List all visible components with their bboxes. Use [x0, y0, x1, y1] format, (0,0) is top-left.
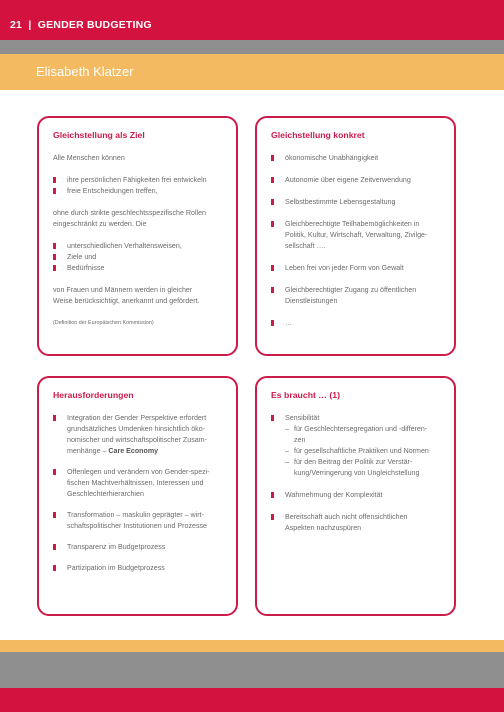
page-header [10, 19, 152, 31]
list-item-line: fischen Machtverhältnissen, Interessen und [67, 479, 204, 487]
list-item: ihre persönlichen Fähigkeiten frei entwickeln [53, 175, 228, 186]
list-item-line: Integration der Gender Perspektive erfordert [67, 414, 207, 422]
list-item-line: Dienstleistungen [285, 297, 338, 305]
list-item-line: Politik, Kultur, Wirtschaft, Verwaltung, Zivilge- [285, 231, 428, 239]
list-item-line: nomischer und wirtschaftspolitischer Zusam- [67, 436, 207, 444]
list-item: Bedürfnisse [53, 263, 228, 274]
intro-text: Alle Menschen können [53, 154, 125, 162]
gray-band-top [0, 40, 504, 54]
card-title: Es braucht … (1) [271, 390, 341, 400]
list-item [53, 413, 228, 457]
card-es-braucht [255, 376, 456, 616]
card-title: Herausforderungen [53, 390, 134, 400]
card-body [271, 153, 446, 329]
sub-list-item [285, 424, 446, 446]
care-economy-term: Care Economy [108, 447, 159, 455]
text-span: menhänge – [67, 447, 109, 455]
list-item-line: Gleichberechtigte Teilhabemöglichkeiten in [285, 220, 420, 228]
paragraph-line: von Frauen und Männern werden in gleicher [53, 286, 193, 294]
list-item-line: schaftspolitischer Institutionen und Prozesse [67, 522, 207, 530]
sub-list-item: – für gesellschaftliche Praktiken und Normen [285, 446, 446, 457]
list-item: … [271, 318, 446, 329]
list-item: Wahrnehmung der Komplexität [271, 490, 446, 501]
card-herausforderungen [37, 376, 238, 616]
card-title: Gleichstellung konkret [271, 130, 365, 140]
gray-band-bottom [0, 652, 504, 688]
list-item: unterschiedlichen Verhaltensweisen, [53, 241, 228, 252]
paragraph-line: Weise berücksichtigt, anerkannt und gefördert. [53, 297, 200, 305]
list-item-line: Aspekten nachzuspüren [285, 524, 362, 532]
list-item-line [67, 446, 228, 457]
page-number: 21 [10, 19, 23, 31]
list-item: Sensibilität [271, 413, 446, 424]
list-item-line: Gleichberechtigter Zugang zu öffentlichen [285, 286, 417, 294]
card-gleichstellung-als-ziel [37, 116, 238, 356]
source-note: (Definition der Europäischen Kommission) [53, 320, 154, 326]
card-gleichstellung-konkret [255, 116, 456, 356]
card-body [271, 413, 446, 534]
card-body [53, 153, 228, 329]
list-item-line: sellschaft …. [285, 242, 326, 250]
list-item: Selbstbestimmte Lebensgestaltung [271, 197, 446, 208]
list-item: Ziele und [53, 252, 228, 263]
header-bar [0, 0, 504, 40]
author-name: Elisabeth Klatzer [36, 64, 134, 79]
list-item: Autonomie über eigene Zeitverwendung [271, 175, 446, 186]
list-item: Transparenz im Budgetprozess [53, 542, 228, 553]
list-item-line: Offenlegen und verändern von Gender-spezi- [67, 468, 210, 476]
list-item-line: zen [294, 436, 306, 444]
list-item: Partizipation im Budgetprozess [53, 563, 228, 574]
section-title: GENDER BUDGETING [37, 19, 152, 31]
list-item: Leben frei von jeder Form von Gewalt [271, 263, 446, 274]
list-item: ökonomische Unabhängigkeit [271, 153, 446, 164]
list-item-line: kung/Verringerung von Ungleichstellung [294, 469, 420, 477]
list-item-line: Geschlechterhierarchien [67, 490, 144, 498]
header-separator: | [28, 19, 32, 31]
author-band [0, 54, 504, 90]
list-item-line: grundsätzliches Umdenken hinsichtlich öko- [67, 425, 206, 433]
list-item [53, 510, 228, 532]
list-item [271, 285, 446, 307]
paragraph-line: eingeschränkt zu werden. Die [53, 220, 147, 228]
card-title: Gleichstellung als Ziel [53, 130, 145, 140]
list-item-line: – für den Beitrag der Politik zur Verstär- [294, 458, 413, 466]
list-item [271, 219, 446, 252]
list-item-line: Transformation – maskulin geprägter – wirt- [67, 511, 204, 519]
list-item [271, 512, 446, 534]
paragraph-line: ohne durch strikte geschlechtsspezifische Rollen [53, 209, 206, 217]
sub-list-item [285, 457, 446, 479]
list-item-line: – für Geschlechtersegregation und -differen- [294, 425, 428, 433]
list-item: freie Entscheidungen treffen, [53, 186, 228, 197]
sub-list [271, 424, 446, 479]
list-item [53, 467, 228, 500]
red-band-bottom [0, 688, 504, 712]
orange-band-bottom [0, 640, 504, 652]
list-item-line: Bereitschaft auch nicht offensichtlichen [285, 513, 408, 521]
card-body [53, 413, 228, 574]
